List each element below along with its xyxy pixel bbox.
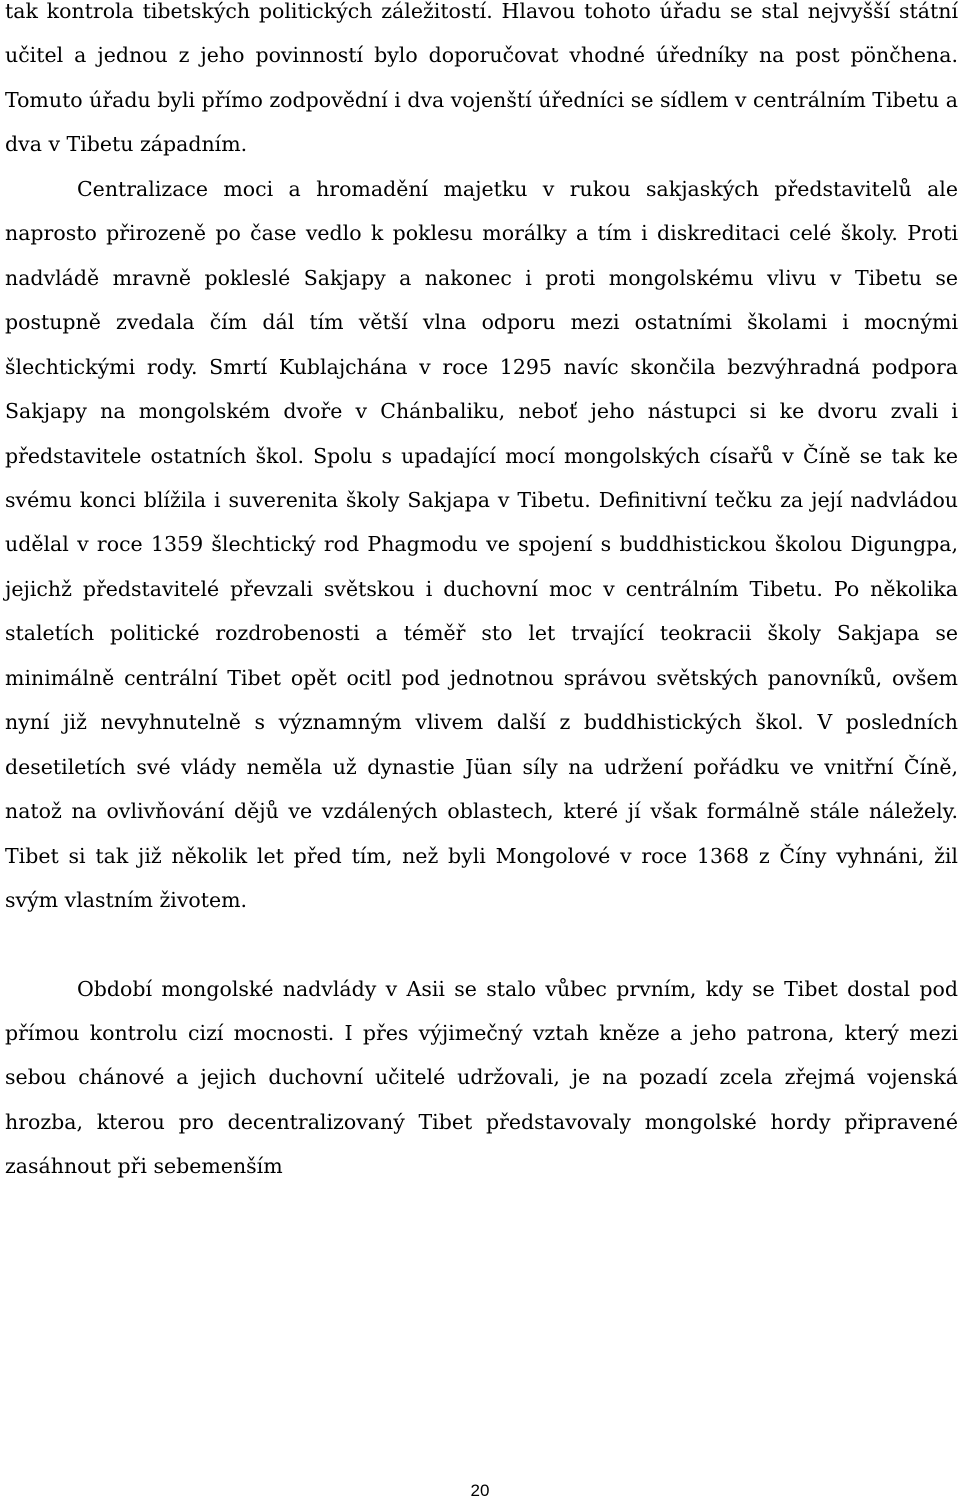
paragraph-centralization: Centralizace moci a hromadění majetku v rukou sakjaských představitelů ale naprosto přirozeně po čase vedlo k poklesu morálky a tím i diskreditaci celé školy. Proti nadvládě mravně pokleslé Sakjapy a nakonec i proti mongolskému vlivu v Tibetu se postupně zvedala čím dál tím větší vlna odporu mezi ostatními školami i mocnými šlechtickými rody. Smrtí Kublajchána v roce 1295 navíc skončila bezvýhradná podpora Sakjapy na mongolském dvoře v Chánbaliku, neboť jeho nástupci si ke dvoru zvali i představitele ostatních škol. Spolu s upadající mocí mongolských císařů v Číně se tak ke svému konci blížila i suverenita školy Sakjapa v Tibetu. Definitivní tečku za její nadvládou udělal v roce 1359 šlechtický rod Phagmodu ve spojení s buddhistickou školou Digungpa, jejichž představitelé převzali světskou i duchovní moc v centrálním Tibetu. Po několika staletích politické rozdrobenosti a téměř sto let trvající teokracii školy Sakjapa se minimálně centrální Tibet opět ocitl pod jednotnou správou světských panovníků, ovšem nyní již nevyhnutelně s významným vlivem další z buddhistických škol. V posledních desetiletích své vlády neměla už dynastie Jüan síly na udržení pořádku ve vnitřní Číně, natož na ovlivňování dějů ve vzdálených oblastech, které jí však formálně stále náležely. Tibet si tak již několik let před tím, než byli Mongolové v roce 1368 z Číny vyhnáni, žil svým vlastním životem. <box>5 176 958 913</box>
document-page <box>5 0 958 1189</box>
paragraph-continuation: tak kontrola tibetských politických záležitostí. Hlavou tohoto úřadu se stal nejvyšší státní učitel a jednou z jeho povinností bylo doporučovat vhodné úředníky na post pönčhena. Tomuto úřadu byli přímo zodpovědní i dva vojenští úředníci se sídlem v centrálním Tibetu a dva v Tibetu západním. <box>5 0 958 157</box>
paragraph-mongol-period: Období mongolské nadvlády v Asii se stalo vůbec prvním, kdy se Tibet dostal pod přímou kontrolu cizí mocnosti. I přes výjimečný vztah kněze a jeho patrona, který mezi sebou chánové a jejich duchovní učitelé udržovali, je na pozadí zcela zřejmá vojenská hrozba, kterou pro decentralizovaný Tibet představovaly mongolské hordy připravené zasáhnout při sebemenším <box>5 976 958 1179</box>
page-number: 20 <box>470 1481 490 1500</box>
